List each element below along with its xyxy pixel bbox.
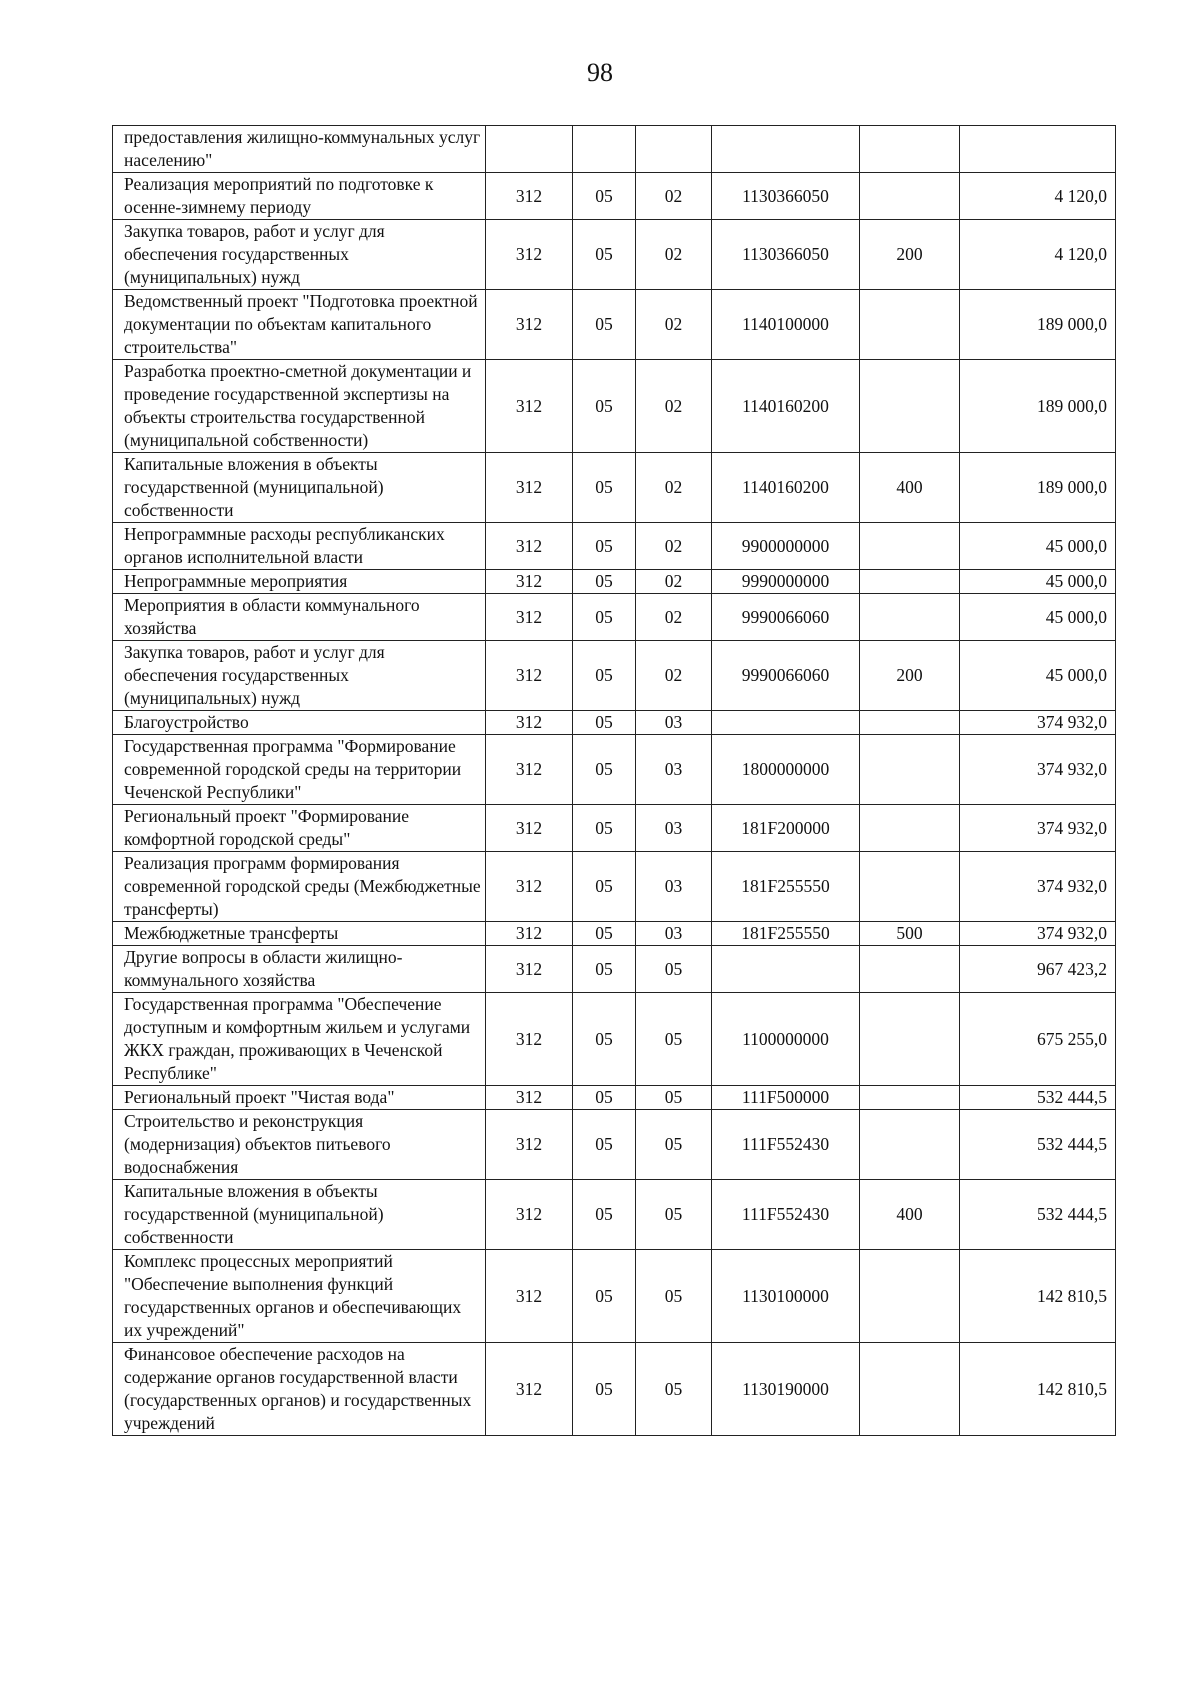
expense-type-cell: 400 bbox=[860, 453, 960, 523]
item-name-cell: Непрограммные расходы республиканских органов исполнительной власти bbox=[113, 523, 486, 570]
item-name-cell: Реализация программ формирования современной городской среды (Межбюджетные трансферты) bbox=[113, 852, 486, 922]
table-row bbox=[113, 173, 1116, 220]
amount-cell: 45 000,0 bbox=[960, 523, 1116, 570]
subsection-code-cell: 03 bbox=[636, 922, 712, 946]
target-article-cell: 9990066060 bbox=[712, 594, 860, 641]
ministry-code-cell: 312 bbox=[486, 1110, 573, 1180]
expense-type-cell bbox=[860, 1110, 960, 1180]
ministry-code-cell bbox=[486, 126, 573, 173]
subsection-code-cell: 02 bbox=[636, 523, 712, 570]
expense-type-cell bbox=[860, 1250, 960, 1343]
target-article-cell: 181F255550 bbox=[712, 922, 860, 946]
expense-type-cell: 200 bbox=[860, 641, 960, 711]
item-name-cell: Разработка проектно-сметной документации и проведение государственной экспертизы на объекты строительства государственной (муниципальной собственности) bbox=[113, 360, 486, 453]
item-name-cell: Региональный проект "Формирование комфортной городской среды" bbox=[113, 805, 486, 852]
item-name-cell: предоставления жилищно-коммунальных услуг населению" bbox=[113, 126, 486, 173]
target-article-cell: 181F200000 bbox=[712, 805, 860, 852]
target-article-cell: 1140100000 bbox=[712, 290, 860, 360]
subsection-code-cell: 05 bbox=[636, 1180, 712, 1250]
item-name-cell: Межбюджетные трансферты bbox=[113, 922, 486, 946]
table-row bbox=[113, 570, 1116, 594]
ministry-code-cell: 312 bbox=[486, 173, 573, 220]
amount-cell: 532 444,5 bbox=[960, 1180, 1116, 1250]
table-row bbox=[113, 594, 1116, 641]
item-name-cell: Государственная программа "Обеспечение доступным и комфортным жильем и услугами ЖКХ граждан, проживающих в Чеченской Республике" bbox=[113, 993, 486, 1086]
subsection-code-cell: 03 bbox=[636, 852, 712, 922]
amount-cell: 45 000,0 bbox=[960, 570, 1116, 594]
subsection-code-cell: 05 bbox=[636, 1110, 712, 1180]
expense-type-cell bbox=[860, 126, 960, 173]
target-article-cell: 9900000000 bbox=[712, 523, 860, 570]
expense-type-cell: 400 bbox=[860, 1180, 960, 1250]
target-article-cell: 1140160200 bbox=[712, 360, 860, 453]
subsection-code-cell: 05 bbox=[636, 1086, 712, 1110]
expense-type-cell bbox=[860, 993, 960, 1086]
section-code-cell: 05 bbox=[573, 711, 636, 735]
amount-cell: 374 932,0 bbox=[960, 711, 1116, 735]
subsection-code-cell: 02 bbox=[636, 360, 712, 453]
amount-cell: 532 444,5 bbox=[960, 1086, 1116, 1110]
ministry-code-cell: 312 bbox=[486, 1250, 573, 1343]
expense-type-cell bbox=[860, 570, 960, 594]
target-article-cell: 111F552430 bbox=[712, 1110, 860, 1180]
section-code-cell: 05 bbox=[573, 173, 636, 220]
amount-cell: 675 255,0 bbox=[960, 993, 1116, 1086]
item-name-cell: Закупка товаров, работ и услуг для обеспечения государственных (муниципальных) нужд bbox=[113, 641, 486, 711]
item-name-cell: Реализация мероприятий по подготовке к осенне-зимнему периоду bbox=[113, 173, 486, 220]
item-name-cell: Капитальные вложения в объекты государственной (муниципальной) собственности bbox=[113, 453, 486, 523]
expense-type-cell bbox=[860, 1086, 960, 1110]
amount-cell: 967 423,2 bbox=[960, 946, 1116, 993]
ministry-code-cell: 312 bbox=[486, 711, 573, 735]
expense-type-cell bbox=[860, 946, 960, 993]
amount-cell: 45 000,0 bbox=[960, 594, 1116, 641]
subsection-code-cell: 05 bbox=[636, 993, 712, 1086]
table-row bbox=[113, 360, 1116, 453]
item-name-cell: Капитальные вложения в объекты государственной (муниципальной) собственности bbox=[113, 1180, 486, 1250]
expense-type-cell bbox=[860, 173, 960, 220]
expense-type-cell bbox=[860, 594, 960, 641]
subsection-code-cell: 02 bbox=[636, 641, 712, 711]
table-row bbox=[113, 641, 1116, 711]
table-row bbox=[113, 922, 1116, 946]
table-row bbox=[113, 290, 1116, 360]
table-row bbox=[113, 711, 1116, 735]
subsection-code-cell: 02 bbox=[636, 594, 712, 641]
expense-type-cell bbox=[860, 360, 960, 453]
section-code-cell bbox=[573, 126, 636, 173]
table-row bbox=[113, 1343, 1116, 1436]
item-name-cell: Комплекс процессных мероприятий "Обеспечение выполнения функций государственных органов и обеспечивающих их учреждений" bbox=[113, 1250, 486, 1343]
target-article-cell: 111F500000 bbox=[712, 1086, 860, 1110]
item-name-cell: Региональный проект "Чистая вода" bbox=[113, 1086, 486, 1110]
table-row bbox=[113, 1110, 1116, 1180]
target-article-cell: 9990066060 bbox=[712, 641, 860, 711]
table-row bbox=[113, 220, 1116, 290]
target-article-cell: 181F255550 bbox=[712, 852, 860, 922]
table-row bbox=[113, 523, 1116, 570]
budget-table-body bbox=[113, 126, 1116, 1436]
target-article-cell: 111F552430 bbox=[712, 1180, 860, 1250]
amount-cell: 374 932,0 bbox=[960, 805, 1116, 852]
section-code-cell: 05 bbox=[573, 1343, 636, 1436]
amount-cell: 45 000,0 bbox=[960, 641, 1116, 711]
item-name-cell: Непрограммные мероприятия bbox=[113, 570, 486, 594]
target-article-cell bbox=[712, 126, 860, 173]
ministry-code-cell: 312 bbox=[486, 946, 573, 993]
expense-type-cell bbox=[860, 711, 960, 735]
section-code-cell: 05 bbox=[573, 1086, 636, 1110]
subsection-code-cell: 03 bbox=[636, 805, 712, 852]
section-code-cell: 05 bbox=[573, 735, 636, 805]
subsection-code-cell: 03 bbox=[636, 735, 712, 805]
table-row bbox=[113, 1086, 1116, 1110]
table-row bbox=[113, 735, 1116, 805]
target-article-cell: 1130366050 bbox=[712, 220, 860, 290]
section-code-cell: 05 bbox=[573, 360, 636, 453]
amount-cell: 4 120,0 bbox=[960, 173, 1116, 220]
ministry-code-cell: 312 bbox=[486, 805, 573, 852]
item-name-cell: Государственная программа "Формирование современной городской среды на территории Чеченской Республики" bbox=[113, 735, 486, 805]
table-row bbox=[113, 1180, 1116, 1250]
expense-type-cell: 200 bbox=[860, 220, 960, 290]
budget-table bbox=[112, 125, 1116, 1436]
target-article-cell bbox=[712, 711, 860, 735]
ministry-code-cell: 312 bbox=[486, 922, 573, 946]
table-row bbox=[113, 1250, 1116, 1343]
section-code-cell: 05 bbox=[573, 290, 636, 360]
expense-type-cell bbox=[860, 290, 960, 360]
amount-cell: 189 000,0 bbox=[960, 290, 1116, 360]
section-code-cell: 05 bbox=[573, 946, 636, 993]
ministry-code-cell: 312 bbox=[486, 594, 573, 641]
table-row bbox=[113, 993, 1116, 1086]
section-code-cell: 05 bbox=[573, 453, 636, 523]
section-code-cell: 05 bbox=[573, 1110, 636, 1180]
target-article-cell: 1130190000 bbox=[712, 1343, 860, 1436]
table-row bbox=[113, 852, 1116, 922]
amount-cell: 4 120,0 bbox=[960, 220, 1116, 290]
amount-cell: 374 932,0 bbox=[960, 852, 1116, 922]
amount-cell: 189 000,0 bbox=[960, 453, 1116, 523]
subsection-code-cell bbox=[636, 126, 712, 173]
item-name-cell: Благоустройство bbox=[113, 711, 486, 735]
subsection-code-cell: 03 bbox=[636, 711, 712, 735]
expense-type-cell bbox=[860, 523, 960, 570]
section-code-cell: 05 bbox=[573, 570, 636, 594]
expense-type-cell bbox=[860, 805, 960, 852]
expense-type-cell: 500 bbox=[860, 922, 960, 946]
amount-cell: 374 932,0 bbox=[960, 922, 1116, 946]
target-article-cell bbox=[712, 946, 860, 993]
target-article-cell: 1130100000 bbox=[712, 1250, 860, 1343]
section-code-cell: 05 bbox=[573, 1180, 636, 1250]
section-code-cell: 05 bbox=[573, 220, 636, 290]
table-row bbox=[113, 946, 1116, 993]
subsection-code-cell: 05 bbox=[636, 1343, 712, 1436]
section-code-cell: 05 bbox=[573, 1250, 636, 1343]
amount-cell: 142 810,5 bbox=[960, 1343, 1116, 1436]
expense-type-cell bbox=[860, 735, 960, 805]
ministry-code-cell: 312 bbox=[486, 993, 573, 1086]
ministry-code-cell: 312 bbox=[486, 1180, 573, 1250]
ministry-code-cell: 312 bbox=[486, 360, 573, 453]
ministry-code-cell: 312 bbox=[486, 1343, 573, 1436]
expense-type-cell bbox=[860, 852, 960, 922]
target-article-cell: 1130366050 bbox=[712, 173, 860, 220]
ministry-code-cell: 312 bbox=[486, 735, 573, 805]
section-code-cell: 05 bbox=[573, 805, 636, 852]
item-name-cell: Строительство и реконструкция (модернизация) объектов питьевого водоснабжения bbox=[113, 1110, 486, 1180]
subsection-code-cell: 02 bbox=[636, 570, 712, 594]
page-number: 98 bbox=[587, 58, 613, 87]
table-row bbox=[113, 453, 1116, 523]
target-article-cell: 1800000000 bbox=[712, 735, 860, 805]
target-article-cell: 9990000000 bbox=[712, 570, 860, 594]
amount-cell: 374 932,0 bbox=[960, 735, 1116, 805]
subsection-code-cell: 02 bbox=[636, 220, 712, 290]
section-code-cell: 05 bbox=[573, 523, 636, 570]
item-name-cell: Другие вопросы в области жилищно-коммунального хозяйства bbox=[113, 946, 486, 993]
item-name-cell: Финансовое обеспечение расходов на содержание органов государственной власти (государственных органов) и государственных учреждений bbox=[113, 1343, 486, 1436]
section-code-cell: 05 bbox=[573, 852, 636, 922]
item-name-cell: Ведомственный проект "Подготовка проектной документации по объектам капитального строительства" bbox=[113, 290, 486, 360]
ministry-code-cell: 312 bbox=[486, 852, 573, 922]
ministry-code-cell: 312 bbox=[486, 1086, 573, 1110]
subsection-code-cell: 05 bbox=[636, 1250, 712, 1343]
target-article-cell: 1100000000 bbox=[712, 993, 860, 1086]
section-code-cell: 05 bbox=[573, 594, 636, 641]
ministry-code-cell: 312 bbox=[486, 641, 573, 711]
ministry-code-cell: 312 bbox=[486, 523, 573, 570]
ministry-code-cell: 312 bbox=[486, 570, 573, 594]
subsection-code-cell: 05 bbox=[636, 946, 712, 993]
subsection-code-cell: 02 bbox=[636, 453, 712, 523]
table-row bbox=[113, 805, 1116, 852]
amount-cell: 142 810,5 bbox=[960, 1250, 1116, 1343]
amount-cell: 532 444,5 bbox=[960, 1110, 1116, 1180]
amount-cell bbox=[960, 126, 1116, 173]
section-code-cell: 05 bbox=[573, 993, 636, 1086]
expense-type-cell bbox=[860, 1343, 960, 1436]
ministry-code-cell: 312 bbox=[486, 220, 573, 290]
table-row bbox=[113, 126, 1116, 173]
subsection-code-cell: 02 bbox=[636, 173, 712, 220]
section-code-cell: 05 bbox=[573, 641, 636, 711]
amount-cell: 189 000,0 bbox=[960, 360, 1116, 453]
ministry-code-cell: 312 bbox=[486, 290, 573, 360]
target-article-cell: 1140160200 bbox=[712, 453, 860, 523]
ministry-code-cell: 312 bbox=[486, 453, 573, 523]
subsection-code-cell: 02 bbox=[636, 290, 712, 360]
section-code-cell: 05 bbox=[573, 922, 636, 946]
item-name-cell: Закупка товаров, работ и услуг для обеспечения государственных (муниципальных) нужд bbox=[113, 220, 486, 290]
item-name-cell: Мероприятия в области коммунального хозяйства bbox=[113, 594, 486, 641]
